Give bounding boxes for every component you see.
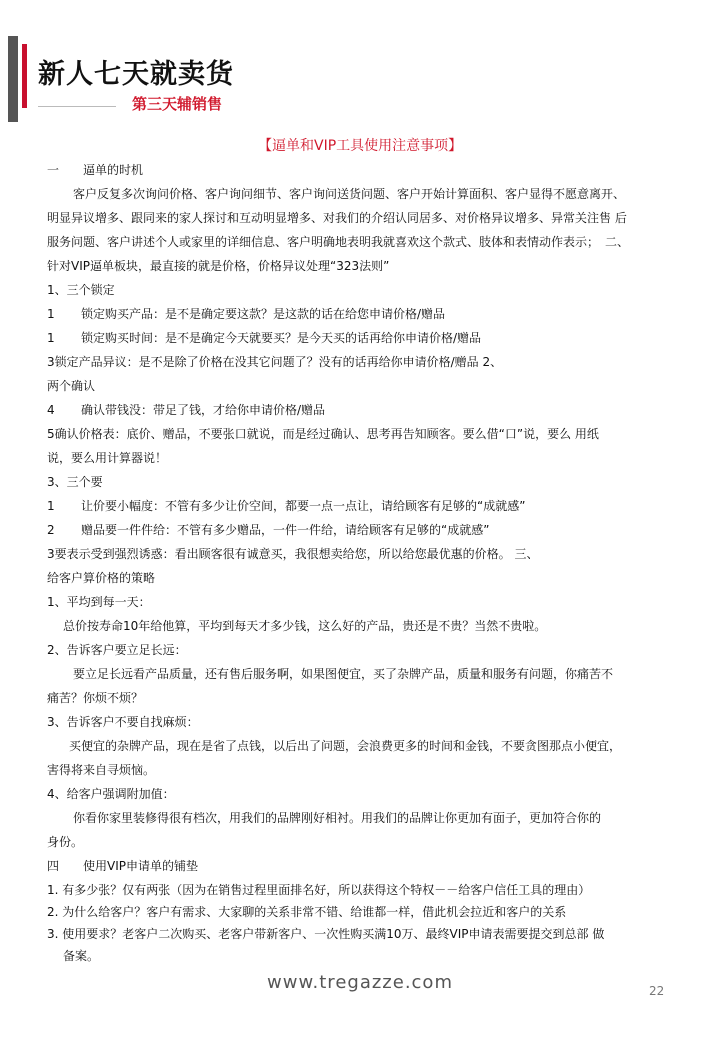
list-number: 2 (47, 523, 55, 537)
paragraph-line: 总价按寿命10年给他算，平均到每天才多少钱，这么好的产品，贵还是不贵？当然不贵啦。 (63, 619, 547, 633)
list-number: 1 (47, 307, 55, 321)
list-item: 3. 使用要求？老客户二次购买、老客户带新客户、一次性购买满10万、最终VIP申请表需要提交到总部 做 (47, 927, 605, 941)
paragraph-line: 害得将来自寻烦恼。 (47, 763, 156, 777)
list-item (47, 401, 695, 425)
section-heading: 给客户算价格的策略 (47, 571, 156, 585)
list-item (47, 305, 695, 329)
list-item: 1. 有多少张？仅有两张（因为在销售过程里面排名好，所以获得这个特权－－给客户信任工具的理由） (47, 883, 591, 897)
list-item-text: 锁定购买产品：是不是确定要这款？是这款的话在给您申请价格/赠品 (81, 307, 446, 321)
notice-heading: 【逼单和VIP工具使用注意事项】 (258, 138, 463, 154)
paragraph-line: 客户反复多次询问价格、客户询问细节、客户询问送货问题、客户开始计算面积、客户显得不愿意离开、 (73, 187, 626, 201)
paragraph-line: 身份。 (47, 835, 84, 849)
list-item-text: 赠品要一件件给：不管有多少赠品，一件一件给，请给顾客有足够的“成就感” (81, 523, 490, 537)
subsection-heading: 1、三个锁定 (47, 283, 115, 297)
list-number: 1 (47, 499, 55, 513)
list-item-text: 让价要小幅度：不管有多少让价空间，都要一点一点让，请给顾客有足够的“成就感” (81, 499, 526, 513)
subsection-heading: 4、给客户强调附加值： (47, 787, 175, 801)
subsection-heading: 3、告诉客户不要自找麻烦： (47, 715, 199, 729)
list-number: 1 (47, 331, 55, 345)
watermark: www.tregazze.com (267, 972, 453, 993)
paragraph-line: 备案。 (63, 949, 100, 963)
paragraph-line: 服务问题、客户讲述个人或家里的详细信息、客户明确地表明我就喜欢这个款式、肢体和表情动作表示； 二、 (47, 235, 630, 249)
list-item (47, 497, 695, 521)
subsection-heading: 两个确认 (47, 379, 96, 393)
page-title: 新人七天就卖货 (38, 59, 234, 90)
page-number: 22 (649, 984, 665, 998)
document-body (47, 161, 695, 971)
subsection-heading: 1、平均到每一天： (47, 595, 151, 609)
subsection-heading: 2、告诉客户要立足长远： (47, 643, 187, 657)
list-item (47, 521, 695, 545)
list-number: 4 (47, 403, 55, 417)
list-item-text: 锁定购买时间：是不是确定今天就要买？是今天买的话再给你申请价格/赠品 (81, 331, 482, 345)
header-red-bar (22, 44, 27, 108)
subsection-heading: 3、三个要 (47, 475, 103, 489)
list-item: 3锁定产品异议：是不是除了价格在没其它问题了？没有的话再给你申请价格/赠品 2、 (47, 355, 503, 369)
list-item (47, 329, 695, 353)
paragraph-line: 痛苦？你烦不烦？ (47, 691, 144, 705)
header-dark-bar (8, 36, 18, 122)
paragraph-line: 买便宜的杂牌产品，现在是省了点钱，以后出了问题，会浪费更多的时间和金钱，不要贪图那点小便宜， (69, 739, 622, 753)
paragraph-line: 针对VIP逼单板块，最直接的就是价格，价格异议处理“323法则” (47, 259, 390, 273)
paragraph-line: 要立足长远看产品质量，还有售后服务啊，如果图便宜，买了杂牌产品，质量和服务有问题，你痛苦不 (73, 667, 614, 681)
list-item-text: 确认带钱没：带足了钱，才给你申请价格/赠品 (81, 403, 326, 417)
title-divider (38, 106, 116, 107)
section-heading: 一 逼单的时机 (47, 163, 144, 177)
list-item: 2. 为什么给客户？客户有需求、大家聊的关系非常不错、给谁都一样，借此机会拉近和客户的关系 (47, 905, 567, 919)
section-heading: 四 使用VIP申请单的铺垫 (47, 859, 198, 873)
list-item: 5确认价格表：底价、赠品，不要张口就说，而是经过确认、思考再告知顾客。要么借“口”说，要么 用纸 (47, 427, 599, 441)
page-subtitle: 第三天辅销售 (132, 95, 223, 113)
paragraph-line: 明显异议增多、跟同来的家人探讨和互动明显增多、对我们的介绍认同居多、对价格异议增多、异常关注售 后 (47, 211, 627, 225)
paragraph-line: 说，要么用计算器说！ (47, 451, 168, 465)
list-item: 3要表示受到强烈诱惑：看出顾客很有诚意买，我很想卖给您，所以给您最优惠的价格。 三、 (47, 547, 539, 561)
paragraph-line: 你看你家里装修得很有档次，用我们的品牌刚好相衬。用我们的品牌让你更加有面子，更加符合你的 (73, 811, 602, 825)
